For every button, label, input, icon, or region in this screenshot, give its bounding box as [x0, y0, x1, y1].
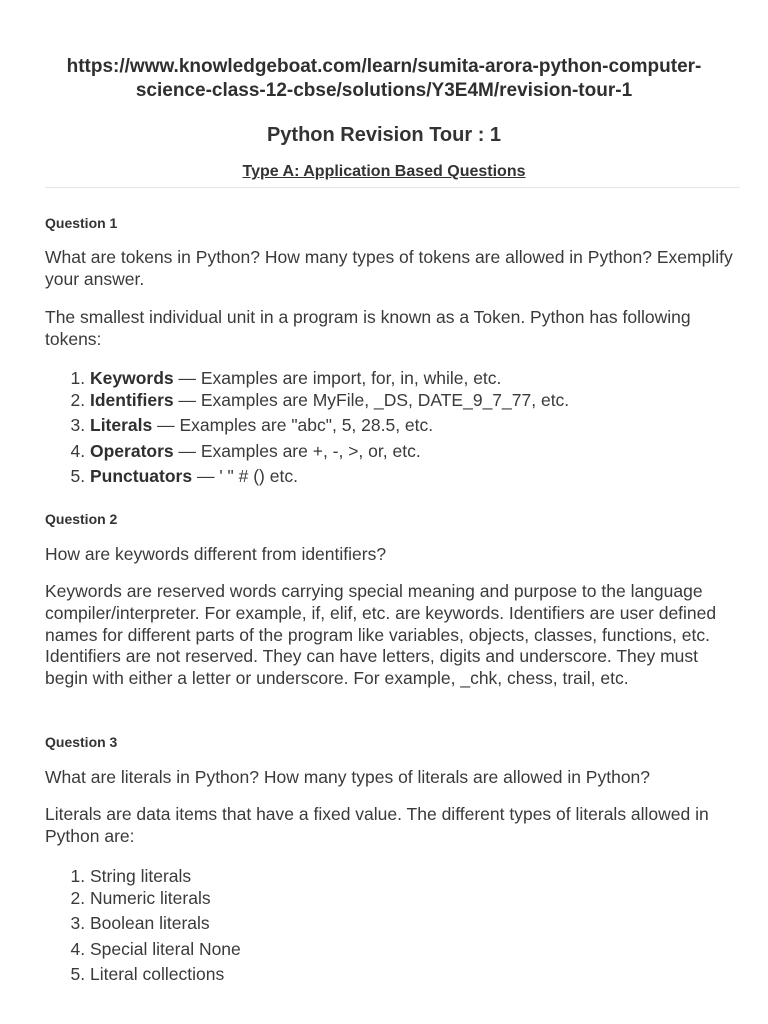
list-item: 3. Boolean literals [90, 913, 740, 934]
list-item: 5. Literal collections [90, 964, 740, 985]
list-item [90, 390, 740, 411]
question-2-answer: Keywords are reserved words carrying special meaning and purpose to the language compiler/interpreter. For example, if, elif, etc. are keywords. Identifiers are user defined names for different parts of the program like variables, objects, classes, functions, etc. Identifiers are not reserved. They can have letters, digits and underscore. They must begin with either a letter or underscore. For example, _chk, chess, trail, etc. [45, 581, 717, 689]
token-list [66, 368, 740, 492]
question-2-text: How are keywords different from identifiers? [45, 544, 387, 564]
list-item: 4. Special literal None [90, 939, 740, 960]
divider [45, 187, 740, 188]
section-subtitle-text: Type A: Application Based Questions [242, 163, 526, 180]
source-url-line-2: science-class-12-cbse/solutions/Y3E4M/revision-tour-1 [135, 80, 633, 101]
list-item [90, 415, 740, 436]
list-item [90, 368, 740, 389]
list-item-term: Identifiers [90, 389, 174, 410]
list-item [90, 466, 740, 487]
source-url-line-1: https://www.knowledgeboat.com/learn/sumita-arora-python-computer- [66, 56, 702, 77]
section-subtitle [40, 163, 728, 181]
question-1-text: What are tokens in Python? How many types of tokens are allowed in Python? Exemplify your answer. [45, 247, 733, 289]
source-url[interactable] [40, 55, 728, 103]
page-title: Python Revision Tour : 1 [266, 124, 502, 146]
list-item: 1. String literals [90, 866, 740, 887]
list-item-desc: — Examples are MyFile, _DS, DATE_9_7_77, etc. [173, 389, 570, 410]
question-3-text: What are literals in Python? How many types of literals are allowed in Python? [45, 767, 651, 787]
list-item-term: Operators [90, 440, 174, 461]
list-item-desc: — Examples are +, -, >, or, etc. [173, 440, 421, 461]
list-item-desc: — ' " # () etc. [192, 466, 298, 486]
list-item [90, 441, 740, 462]
question-2-heading: Question 2 [45, 511, 118, 527]
literal-types-list [66, 866, 740, 990]
question-3-answer: Literals are data items that have a fixed value. The different types of literals allowed in Python are: [45, 804, 709, 846]
list-item-desc: — Examples are import, for, in, while, etc. [173, 368, 502, 388]
question-1-heading: Question 1 [45, 215, 118, 231]
question-1-answer: The smallest individual unit in a program is known as a Token. Python has following tokens: [45, 307, 691, 349]
question-3-heading: Question 3 [45, 734, 118, 750]
list-item-term: Literals [90, 415, 153, 435]
list-item-desc: — Examples are "abc", 5, 28.5, etc. [152, 415, 434, 435]
list-item-term: Keywords [90, 368, 174, 388]
list-item-term: Punctuators [90, 466, 193, 486]
list-item: 2. Numeric literals [90, 888, 740, 909]
